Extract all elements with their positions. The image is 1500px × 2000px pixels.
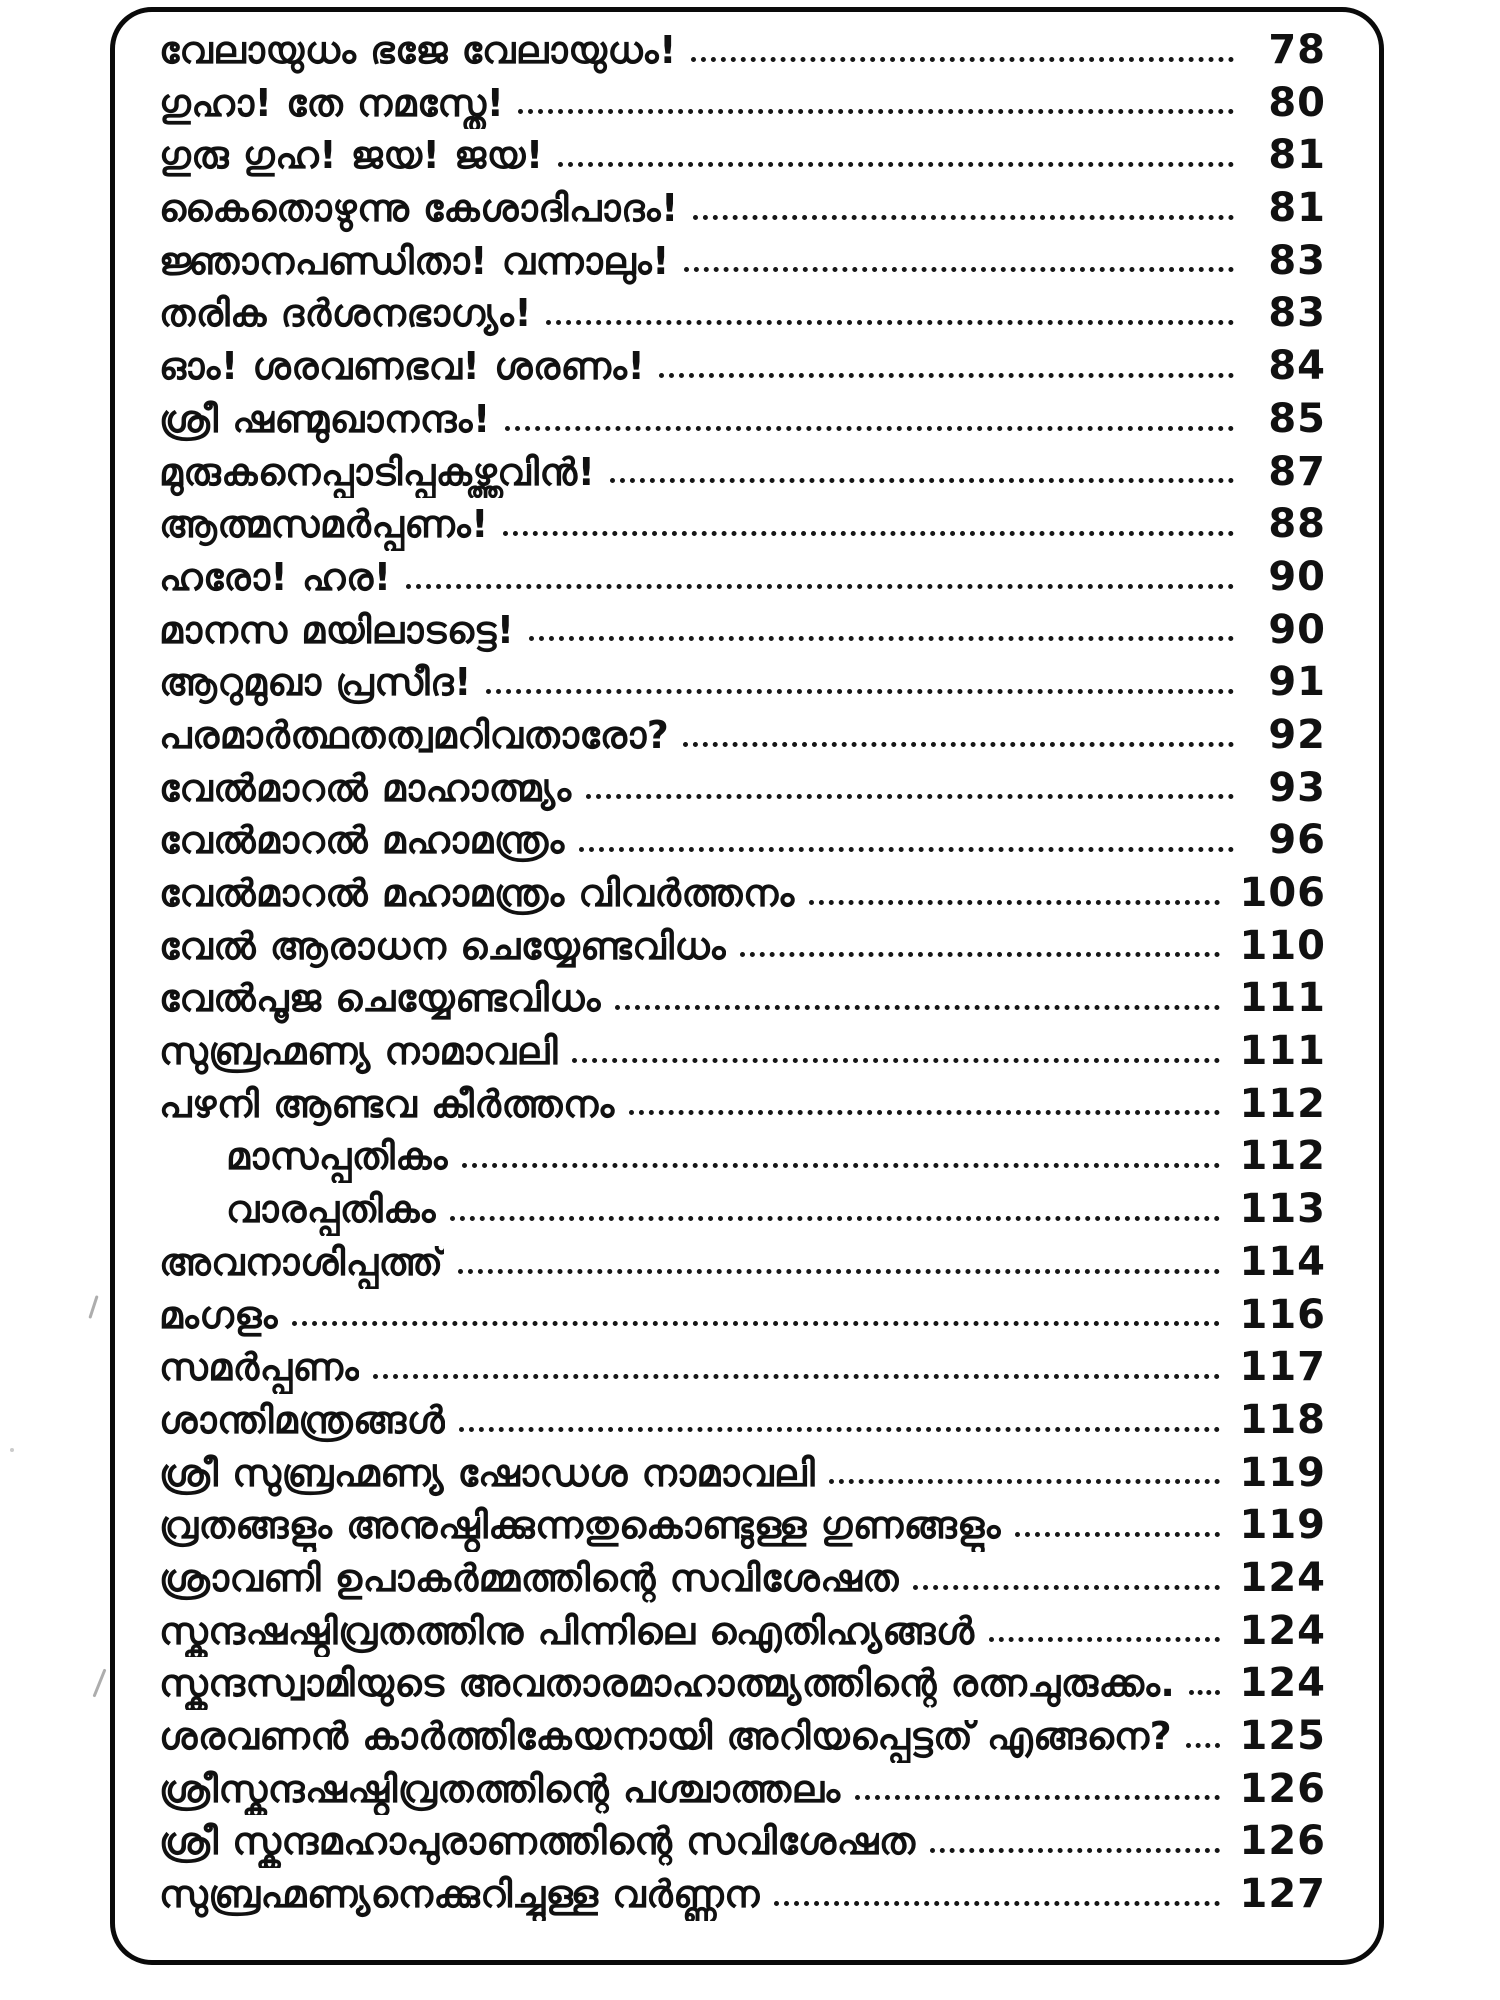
toc-entry-title: കൈതൊഴുന്നു കേശാദിപാദം! — [159, 186, 679, 231]
dot-leader — [292, 1321, 1220, 1326]
toc-entry — [159, 1763, 1326, 1816]
toc-entry-page: 111 — [1239, 1028, 1326, 1075]
dot-leader — [610, 478, 1234, 483]
toc-entry-title: ശ്രീ ഷണ്മുഖാനന്ദം! — [159, 396, 491, 441]
toc-entry-title: വേൽമാറൽ മഹാമന്ത്രം വിവർത്തനം — [159, 871, 795, 915]
toc-entry-page: 114 — [1239, 1238, 1326, 1285]
toc-entry-title: വേൽ ആരാധന ചെയ്യേണ്ടവിധം — [159, 923, 727, 968]
dot-leader — [684, 267, 1234, 272]
dot-leader — [458, 1269, 1220, 1274]
toc-entry-page: 125 — [1239, 1713, 1326, 1759]
toc-entry-page: 113 — [1239, 1186, 1326, 1233]
dot-leader — [558, 162, 1234, 167]
toc-list — [115, 24, 1379, 1921]
toc-entry-page: 88 — [1268, 501, 1326, 548]
toc-entry-title: മംഗളം — [159, 1292, 278, 1337]
toc-entry-page: 119 — [1239, 1502, 1326, 1549]
toc-entry-title: അവനാശിപ്പത്ത് — [159, 1239, 444, 1284]
toc-entry-title: ഗുഹാ! തേ നമസ്തേ! — [159, 80, 505, 125]
dot-leader — [774, 1901, 1220, 1906]
toc-entry — [159, 1447, 1326, 1500]
toc-entry-title: പഴനി ആണ്ടവ കീർത്തനം — [159, 1081, 615, 1126]
toc-entry-title: മുരുകനെപ്പാടിപ്പുകഴ്ത്തുവിൻ! — [159, 449, 596, 494]
toc-entry-title: സ്കന്ദഷഷ്ഠിവ്രതത്തിനു പിന്നിലെ ഐതിഹ്യങ്ങൾ — [159, 1608, 975, 1653]
toc-entry-page: 117 — [1239, 1344, 1326, 1391]
dot-leader — [659, 373, 1234, 378]
toc-entry — [159, 1710, 1326, 1763]
toc-entry-title: ശ്രീ സ്കന്ദമഹാപുരാണത്തിന്റെ സവിശേഷത — [159, 1819, 916, 1864]
dot-leader — [829, 1479, 1219, 1484]
toc-entry — [159, 814, 1326, 867]
dot-leader — [546, 320, 1234, 325]
dot-leader — [1189, 1690, 1219, 1695]
toc-entry-title: പരമാർത്ഥതത്വമറിവതാരോ? — [159, 712, 670, 757]
toc-entry-title: ജ്ഞാനപണ്ഡിതാ! വന്നാലും! — [159, 238, 670, 283]
toc-entry — [159, 393, 1326, 446]
toc-entry-title: തരിക ദർശനഭാഗ്യം! — [159, 291, 533, 336]
toc-entry — [159, 656, 1326, 709]
dot-leader — [740, 952, 1219, 957]
toc-entry-page: 96 — [1268, 817, 1326, 864]
toc-entry-page: 124 — [1239, 1554, 1326, 1601]
dot-leader — [503, 531, 1234, 536]
toc-entry-page: 126 — [1239, 1765, 1326, 1812]
toc-entry-title: മാസപ്പതികം — [226, 1134, 448, 1179]
toc-entry — [159, 446, 1326, 499]
toc-entry — [159, 1868, 1326, 1921]
dot-leader — [855, 1795, 1220, 1800]
toc-entry — [159, 1499, 1326, 1552]
toc-entry — [159, 235, 1326, 288]
dot-leader — [579, 847, 1234, 852]
toc-entry — [159, 1025, 1326, 1078]
toc-entry-page: 83 — [1268, 237, 1326, 284]
toc-entry — [159, 1183, 1326, 1236]
toc-entry-title: വ്രതങ്ങളും അനുഷ്ഠിക്കുന്നതുകൊണ്ടുള്ള ഗുണങ്ങളും — [159, 1503, 1001, 1548]
toc-entry — [159, 1605, 1326, 1658]
toc-entry — [159, 1078, 1326, 1131]
toc-entry-page: 116 — [1239, 1291, 1326, 1338]
toc-entry-page: 90 — [1268, 553, 1326, 600]
toc-entry-page: 80 — [1268, 79, 1326, 126]
toc-entry — [159, 551, 1326, 604]
toc-entry — [159, 709, 1326, 762]
toc-entry-title: ആറുമുഖാ പ്രസീദ! — [159, 660, 472, 705]
toc-entry-page: 118 — [1239, 1396, 1326, 1443]
toc-entry — [159, 498, 1326, 551]
toc-entry — [159, 182, 1326, 235]
toc-entry-page: 87 — [1268, 448, 1326, 495]
toc-entry — [159, 1236, 1326, 1289]
toc-entry-title: സുബ്രഹ്മണ്യനെക്കുറിച്ചുള്ള വർണ്ണന — [159, 1872, 760, 1917]
toc-entry-title: വേൽപൂജ ചെയ്യേണ്ടവിധം — [159, 976, 601, 1021]
dot-leader — [1015, 1532, 1220, 1537]
dot-leader — [683, 742, 1234, 747]
toc-entry-page: 127 — [1239, 1871, 1326, 1918]
toc-entry-page: 124 — [1239, 1660, 1326, 1707]
toc-entry — [159, 1552, 1326, 1605]
toc-entry — [159, 920, 1326, 973]
toc-entry — [159, 867, 1326, 920]
dot-leader — [930, 1848, 1220, 1853]
dot-leader — [462, 1163, 1220, 1168]
toc-entry — [159, 1130, 1326, 1183]
toc-entry-title: മാനസ മയിലാടട്ടെ! — [159, 607, 515, 652]
toc-entry-page: 81 — [1268, 185, 1326, 232]
dot-leader — [486, 689, 1234, 694]
dot-leader — [459, 1427, 1219, 1432]
toc-entry-title: ശാന്തിമന്ത്രങ്ങൾ — [159, 1397, 446, 1442]
dot-leader — [450, 1216, 1220, 1221]
toc-entry-title: ഹരോ! ഹര! — [159, 554, 392, 599]
toc-entry-title: വേൽമാറൽ മാഹാത്മ്യം — [159, 765, 572, 810]
toc-entry-page: 78 — [1268, 27, 1326, 73]
toc-entry-page: 106 — [1239, 870, 1326, 916]
toc-entry-title: വേൽമാറൽ മഹാമന്ത്രം — [159, 818, 565, 863]
toc-entry — [159, 1289, 1326, 1342]
toc-entry — [159, 129, 1326, 182]
toc-entry — [159, 24, 1326, 77]
toc-entry-page: 85 — [1268, 395, 1326, 442]
toc-entry-title: സമർപ്പണം — [159, 1345, 360, 1390]
dot-leader — [572, 1058, 1219, 1063]
toc-entry-title: ആത്മസമർപ്പണം! — [159, 502, 489, 547]
toc-border-frame — [110, 7, 1384, 1965]
dot-leader — [373, 1374, 1219, 1379]
dot-leader — [586, 794, 1234, 799]
toc-entry-page: 112 — [1239, 1133, 1326, 1180]
toc-entry-page: 92 — [1268, 711, 1326, 758]
dot-leader — [693, 215, 1234, 220]
dot-leader — [629, 1110, 1220, 1115]
toc-entry-title: സുബ്രഹ്മണ്യ നാമാവലി — [159, 1029, 559, 1074]
dot-leader — [809, 900, 1220, 905]
toc-entry — [159, 972, 1326, 1025]
toc-entry-page: 124 — [1239, 1607, 1326, 1654]
toc-entry-title: ഓം! ശരവണഭവ! ശരണം! — [159, 344, 646, 389]
dot-leader — [989, 1637, 1220, 1642]
toc-entry-page: 119 — [1239, 1449, 1326, 1496]
toc-entry-title: ശരവണൻ കാർത്തികേയനായി അറിയപ്പെട്ടത് എങ്ങനെ? — [159, 1714, 1173, 1758]
toc-entry-page: 91 — [1268, 659, 1326, 706]
toc-entry-title: ശ്രാവണി ഉപാകർമ്മത്തിന്റെ സവിശേഷത — [159, 1555, 900, 1600]
toc-entry-title: വാരപ്പതികം — [226, 1187, 436, 1232]
toc-entry-title: ശ്രീ സുബ്രഹ്മണ്യ ഷോഡശ നാമാവലി — [159, 1450, 816, 1495]
toc-entry-title: വേലായുധം ഭജേ വേലായുധം! — [159, 28, 677, 72]
scan-artifact — [92, 1669, 106, 1698]
scan-artifact — [10, 1448, 14, 1452]
dot-leader — [913, 1585, 1219, 1590]
toc-entry-page: 93 — [1268, 764, 1326, 811]
toc-entry-title: സ്കന്ദസ്വാമിയുടെ അവതാരമാഹാത്മ്യത്തിന്റെ രത്നചുരുക്കം. — [159, 1661, 1176, 1706]
dot-leader — [529, 636, 1234, 641]
toc-entry-page: 83 — [1268, 290, 1326, 337]
toc-entry — [159, 1815, 1326, 1868]
dot-leader — [406, 584, 1234, 589]
toc-entry-title: ഗുരു ഗുഹ! ജയ! ജയ! — [159, 133, 544, 178]
toc-entry — [159, 1394, 1326, 1447]
toc-entry — [159, 340, 1326, 393]
toc-entry-page: 90 — [1268, 606, 1326, 653]
toc-entry — [159, 1341, 1326, 1394]
dot-leader — [615, 1005, 1220, 1010]
dot-leader — [1186, 1743, 1219, 1748]
toc-entry-page: 81 — [1268, 132, 1326, 179]
scan-artifact — [88, 1295, 98, 1319]
toc-entry — [159, 287, 1326, 340]
toc-entry — [159, 77, 1326, 130]
toc-entry-page: 111 — [1239, 975, 1326, 1022]
dot-leader — [518, 109, 1234, 114]
toc-entry — [159, 604, 1326, 657]
toc-entry-page: 84 — [1268, 343, 1326, 390]
dot-leader — [691, 57, 1234, 62]
toc-entry — [159, 762, 1326, 815]
toc-entry — [159, 1657, 1326, 1710]
toc-entry-page: 110 — [1239, 922, 1326, 969]
dot-leader — [505, 426, 1234, 431]
toc-entry-page: 126 — [1239, 1818, 1326, 1865]
toc-entry-title: ശ്രീസ്കന്ദഷഷ്ഠിവ്രതത്തിന്റെ പശ്ചാത്തലം — [159, 1766, 841, 1811]
toc-entry-page: 112 — [1239, 1080, 1326, 1127]
